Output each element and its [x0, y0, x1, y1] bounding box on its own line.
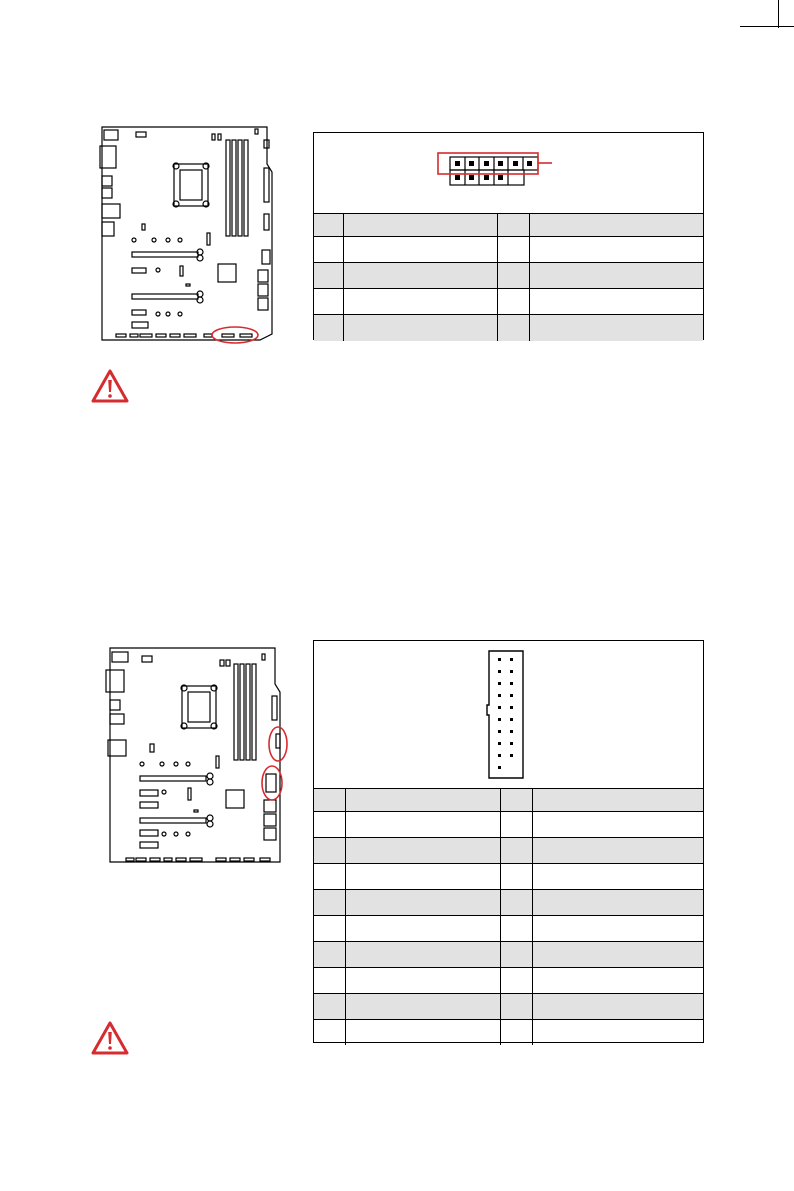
table-row	[314, 968, 703, 994]
table-row	[314, 942, 703, 968]
motherboard-diagram-top	[92, 124, 288, 344]
pinout-grid-top	[314, 213, 703, 341]
table-row	[314, 838, 703, 864]
table-row	[314, 1020, 703, 1045]
table-row	[314, 812, 703, 838]
pinout-table-top	[313, 132, 704, 340]
table-row	[314, 916, 703, 942]
header-highlight-ellipse-upper	[269, 727, 287, 761]
crop-mark-horizontal	[740, 26, 794, 27]
table-row	[314, 237, 703, 263]
table-row	[314, 289, 703, 315]
table-row	[314, 789, 703, 812]
table-row	[314, 994, 703, 1020]
pin-header-2x10-diagram	[486, 649, 526, 781]
table-row	[314, 263, 703, 289]
header-highlight-ellipse-lower	[262, 766, 282, 800]
table-row	[314, 214, 703, 237]
table-row	[314, 315, 703, 341]
warning-triangle-icon	[90, 1020, 130, 1056]
crop-mark-vertical	[778, 0, 779, 28]
table-row	[314, 890, 703, 916]
pinout-table-bottom	[313, 640, 704, 1043]
pin-header-6-5-diagram	[434, 151, 554, 191]
warning-triangle-icon	[90, 368, 130, 404]
motherboard-diagram-bottom	[100, 644, 290, 868]
pinout-grid-bottom	[314, 788, 703, 1045]
table-row	[314, 864, 703, 890]
